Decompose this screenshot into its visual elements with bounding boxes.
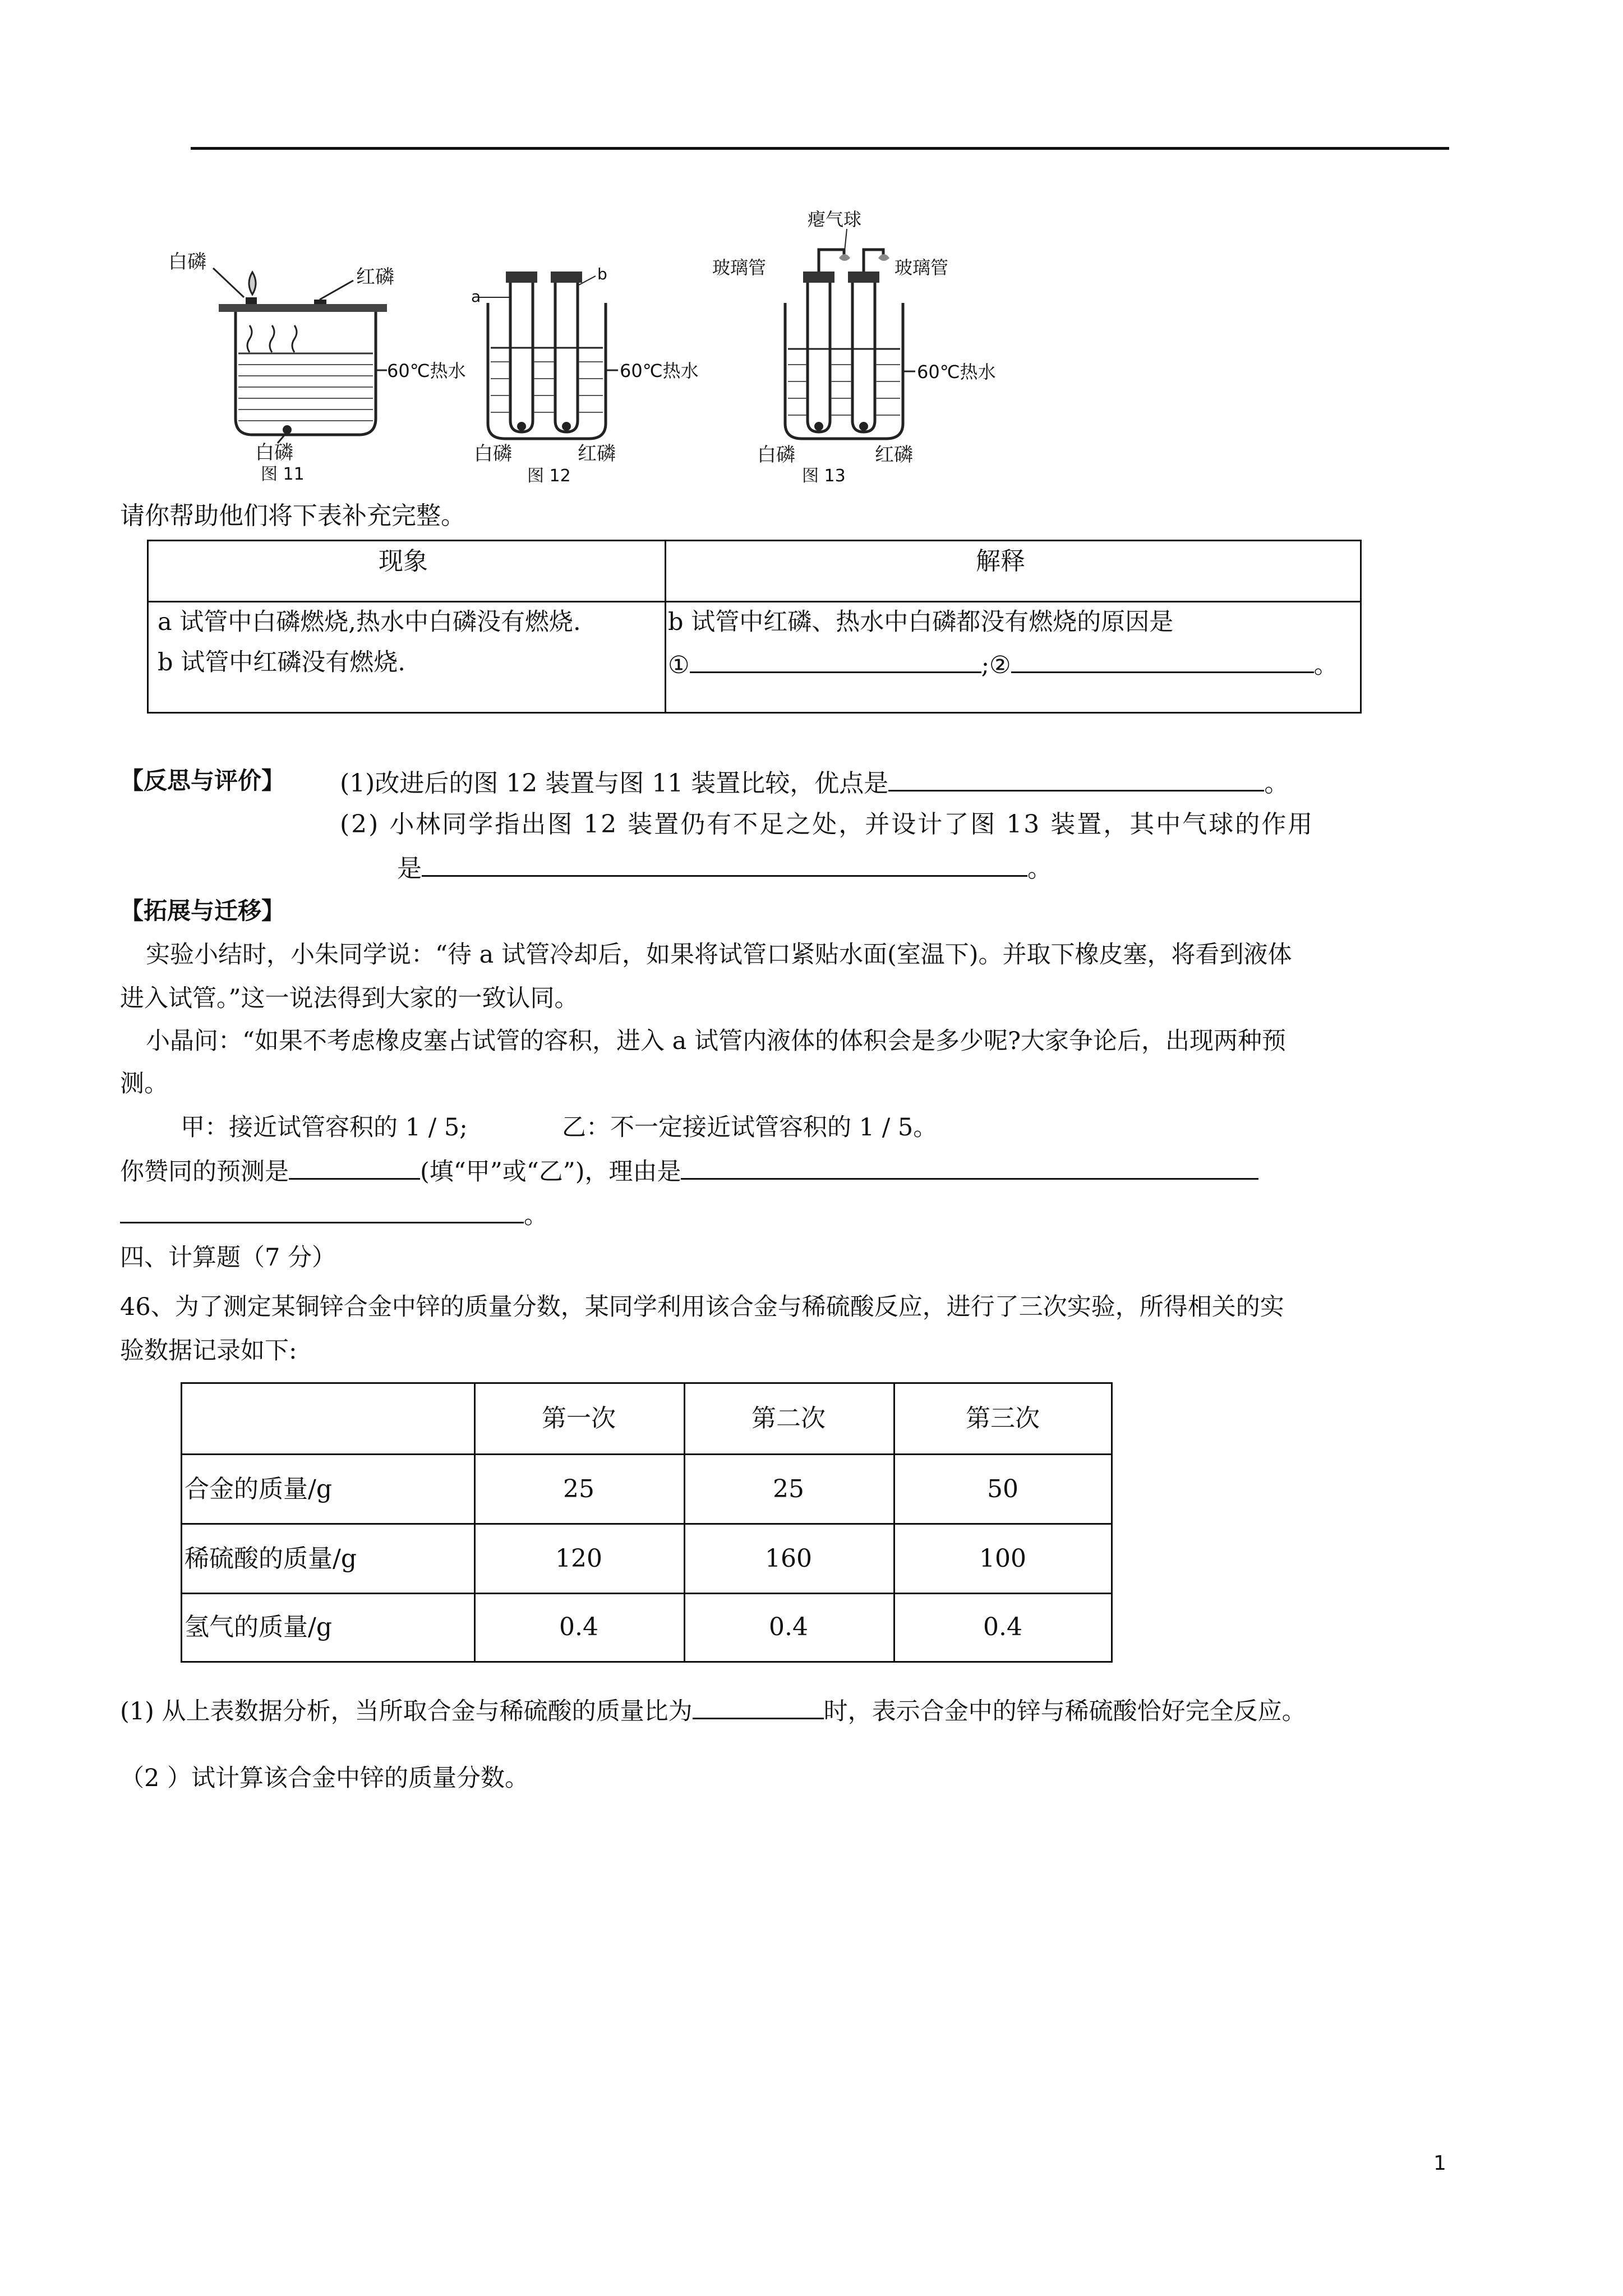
table2-col-header-3: 第三次 <box>966 1404 1040 1433</box>
table1-explain-sep: ;② <box>981 651 1011 679</box>
reflection-q1 <box>340 764 1289 800</box>
table1-phenomenon-line1: a 试管中白磷燃烧,热水中白磷没有燃烧. <box>158 608 581 636</box>
table1-explain-mark1: ① <box>668 651 690 679</box>
fig12-label-hot-water: 60℃热水 <box>620 360 699 381</box>
table2-row-label-hydrogen: 氢气的质量/g <box>185 1613 332 1641</box>
fig13-label-glass-tube-left: 玻璃管 <box>712 257 767 278</box>
calc-question-2: （2 ）试计算该合金中锌的质量分数。 <box>120 1764 529 1792</box>
extension-choice-blank[interactable] <box>289 1152 420 1180</box>
fig11-label-white-p-bottom: 白磷 <box>255 441 293 464</box>
reflection-q2-end: 。 <box>1027 854 1052 883</box>
fig13-label-red-p: 红磷 <box>875 444 913 466</box>
page-number: 1 <box>1433 2152 1446 2175</box>
table2-cell: 50 <box>987 1475 1018 1503</box>
table1-explain-line2 <box>668 646 1338 682</box>
table2-cell: 160 <box>765 1544 812 1573</box>
extension-q-text2: (填“甲”或“乙”)，理由是 <box>420 1158 681 1186</box>
calc-q1-text2: 时，表示合金中的锌与稀硫酸恰好完全反应。 <box>823 1697 1306 1726</box>
q46-line2: 验数据记录如下: <box>120 1337 297 1365</box>
figure-12-beaker <box>471 264 729 488</box>
table1-explain-end: 。 <box>1313 651 1338 679</box>
figure-11-beaker <box>151 241 466 484</box>
table1-explain-line1: b 试管中红磷、热水中白磷都没有燃烧的原因是 <box>668 608 1174 636</box>
table2-row-label-acid: 稀硫酸的质量/g <box>185 1544 357 1573</box>
table2-cell: 25 <box>773 1475 804 1503</box>
table2-row-divider-3 <box>182 1593 1111 1594</box>
table1-answer-blank-1[interactable] <box>690 646 981 673</box>
table2-cell: 100 <box>979 1544 1026 1573</box>
table1-divider-vertical <box>665 541 666 712</box>
extension-p1-line1: 实验小结时，小朱同学说：“待 a 试管冷却后，如果将试管口紧贴水面(室温下)。并取下橡皮塞，将看到液体 <box>146 941 1292 969</box>
extension-q-text1: 你赞同的预测是 <box>120 1158 289 1186</box>
fig11-label-hot-water: 60℃热水 <box>387 360 466 381</box>
phenomenon-table <box>147 540 1362 714</box>
table2-row-divider-2 <box>182 1523 1111 1525</box>
header-rule <box>191 147 1449 150</box>
fig13-label-glass-tube-right: 玻璃管 <box>895 257 949 278</box>
table2-row-divider-1 <box>182 1453 1111 1455</box>
table1-answer-blank-2[interactable] <box>1011 646 1314 673</box>
reflection-q2-line1: (2) 小林同学指出图 12 装置仍有不足之处，并设计了图 13 装置，其中气球的作用 <box>340 810 1315 839</box>
extension-question-line2 <box>120 1196 548 1232</box>
fig12-label-tube-a: a <box>471 287 481 306</box>
calc-question-1 <box>120 1692 1306 1728</box>
reflection-q2-line2 <box>397 849 1052 886</box>
fig12-label-red-p: 红磷 <box>578 443 616 465</box>
table1-header-explanation: 解释 <box>976 547 1025 576</box>
table2-cell: 0.4 <box>769 1613 808 1641</box>
reflection-q2-lead: 是 <box>397 854 422 883</box>
prediction-a: 甲：接近试管容积的 1 / 5; <box>181 1114 468 1142</box>
fig11-label-white-p-top: 白磷 <box>168 251 206 273</box>
table1-divider-horizontal <box>149 601 1360 602</box>
reflection-q1-blank[interactable] <box>888 764 1264 792</box>
table1-header-phenomenon: 现象 <box>379 547 428 576</box>
fig13-label-hot-water: 60℃热水 <box>917 361 996 383</box>
fig13-label-white-p: 白磷 <box>757 444 795 466</box>
fig12-label-tube-b: b <box>597 265 607 283</box>
extension-reason-blank-cont[interactable] <box>120 1196 524 1223</box>
reflection-q2-blank[interactable] <box>422 849 1027 877</box>
fig13-label-balloon: 瘪气球 <box>808 209 862 230</box>
experiment-data-table <box>181 1382 1113 1663</box>
table2-col-header-2: 第二次 <box>751 1404 826 1433</box>
extension-question <box>120 1152 1258 1189</box>
table2-col-header-1: 第一次 <box>542 1404 616 1433</box>
table2-cell: 0.4 <box>983 1613 1022 1641</box>
fig11-label-red-p: 红磷 <box>356 266 394 288</box>
table2-cell: 25 <box>563 1475 594 1503</box>
extension-p1-line2: 进入试管。”这一说法得到大家的一致认同。 <box>120 984 579 1013</box>
prediction-b: 乙：不一定接近试管容积的 1 / 5。 <box>562 1114 938 1142</box>
table2-row-label-alloy: 合金的质量/g <box>185 1475 332 1503</box>
figure-13-beaker <box>712 202 1004 486</box>
reflection-heading: 【反思与评价】 <box>120 767 285 794</box>
table1-phenomenon-line2: b 试管中红磷没有燃烧. <box>158 648 405 677</box>
extension-p2-line1: 小晶问：“如果不考虑橡皮塞占试管的容积，进入 a 试管内液体的体积会是多少呢?大家争论后，出现两种预 <box>146 1027 1287 1055</box>
reflection-q1-text: (1)改进后的图 12 装置与图 11 装置比较，优点是 <box>340 769 889 798</box>
section4-heading: 四、计算题（7 分） <box>120 1244 336 1272</box>
fig12-caption: 图 12 <box>527 466 571 486</box>
calc-q1-text1: (1) 从上表数据分析，当所取合金与稀硫酸的质量比为 <box>120 1697 693 1726</box>
extension-heading: 【拓展与迁移】 <box>120 897 285 924</box>
calc-q1-ratio-blank[interactable] <box>693 1692 824 1719</box>
extension-q-end: 。 <box>524 1202 548 1230</box>
fig13-caption: 图 13 <box>802 466 846 486</box>
fig12-label-white-p: 白磷 <box>474 443 512 465</box>
intro-line: 请你帮助他们将下表补充完整。 <box>120 501 465 530</box>
extension-p2-line2: 测。 <box>120 1070 168 1098</box>
table2-cell: 0.4 <box>559 1613 598 1641</box>
table2-cell: 120 <box>555 1544 602 1573</box>
q46-line1: 46、为了测定某铜锌合金中锌的质量分数，某同学利用该合金与稀硫酸反应，进行了三次实验，所得相关的实 <box>120 1293 1284 1321</box>
extension-reason-blank[interactable] <box>681 1152 1258 1180</box>
reflection-q1-end: 。 <box>1264 769 1289 798</box>
fig11-caption: 图 11 <box>261 464 305 484</box>
